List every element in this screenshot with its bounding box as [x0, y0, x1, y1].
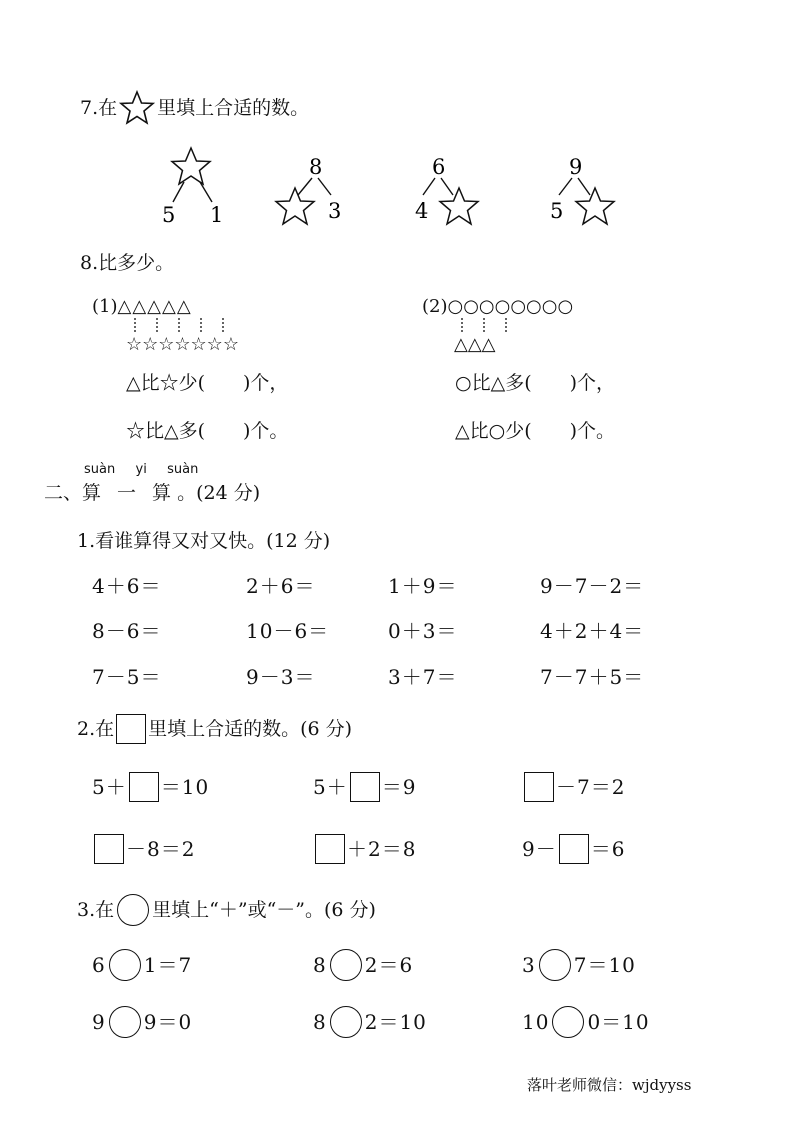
fill-box-3: －7＝2: [522, 772, 625, 802]
calc-r3c3[interactable]: 3＋7＝: [388, 665, 458, 689]
answer-box[interactable]: [350, 772, 380, 802]
sub-question-2-title: 2.在 里填上合适的数。(6 分): [77, 714, 352, 744]
tree-4-top: 9: [569, 155, 583, 179]
tree-1-right: 1: [210, 203, 224, 227]
fill-circle-3: 3 7＝10: [522, 949, 636, 981]
tree-3-top: 6: [432, 155, 446, 179]
number-trees: [150, 140, 650, 235]
part-2-circles: ○○○○○○○○: [447, 296, 574, 317]
star-icon[interactable]: [276, 188, 314, 224]
fill-box-6: 9－ ＝6: [522, 834, 625, 864]
answer-circle[interactable]: [539, 949, 571, 981]
q7-title: 7. 在 里填上合适的数。: [80, 90, 309, 126]
tree-1-left: 5: [162, 203, 176, 227]
calc-r3c4[interactable]: 7－7＋5＝: [540, 665, 645, 689]
answer-circle[interactable]: [330, 949, 362, 981]
answer-box[interactable]: [315, 834, 345, 864]
star-icon[interactable]: [172, 148, 210, 184]
star-icon[interactable]: [576, 188, 614, 224]
sub-question-3-title: 3.在 里填上“＋”或“－”。(6 分): [77, 894, 376, 926]
fill-circle-2: 8 2＝6: [313, 949, 413, 981]
fill-box-2: 5＋ ＝9: [313, 772, 416, 802]
fill-box-4: －8＝2: [92, 834, 195, 864]
part-2-label: (2): [422, 296, 448, 317]
part-2-question-1[interactable]: ○比△多( )个，: [455, 372, 616, 394]
dotted-connectors: [130, 318, 250, 334]
fill-circle-6: 10 0＝10: [522, 1006, 650, 1038]
number-tree-2: [276, 155, 341, 224]
calc-r2c1[interactable]: 8－6＝: [92, 619, 162, 643]
fill-box-5: ＋2＝8: [313, 834, 416, 864]
answer-box[interactable]: [524, 772, 554, 802]
calc-r2c2[interactable]: 10－6＝: [246, 619, 330, 643]
part-2-question-2[interactable]: △比○少( )个。: [455, 420, 616, 442]
calc-r3c1[interactable]: 7－5＝: [92, 665, 162, 689]
footer-credit: 落叶老师微信：wjdyyss: [527, 1076, 692, 1094]
tree-4-left: 5: [550, 199, 564, 223]
calc-r1c1[interactable]: 4＋6＝: [92, 574, 162, 598]
calc-r2c4[interactable]: 4＋2＋4＝: [540, 619, 645, 643]
answer-box-icon: [116, 714, 146, 744]
answer-box[interactable]: [94, 834, 124, 864]
number-tree-1: [162, 148, 223, 227]
part-1-stars: ☆☆☆☆☆☆☆: [126, 334, 239, 355]
section-2-heading: 二、算 一 算 。(24 分): [44, 482, 261, 504]
fill-circle-1: 6 1＝7: [92, 949, 192, 981]
answer-box[interactable]: [129, 772, 159, 802]
compare-part-2: [422, 296, 573, 356]
answer-box[interactable]: [559, 834, 589, 864]
part-2-triangles: △△△: [454, 334, 496, 355]
answer-circle[interactable]: [330, 1006, 362, 1038]
number-tree-3: [415, 155, 478, 224]
star-icon: [118, 90, 156, 126]
answer-circle[interactable]: [109, 1006, 141, 1038]
part-1-question-2[interactable]: ☆比△多( )个。: [126, 420, 289, 442]
section-2-pinyin: suàn yi suàn: [84, 462, 199, 477]
calc-r2c3[interactable]: 0＋3＝: [388, 619, 458, 643]
calc-r1c3[interactable]: 1＋9＝: [388, 574, 458, 598]
tree-3-left: 4: [415, 199, 429, 223]
part-1-triangles: △△△△△: [117, 296, 192, 317]
answer-circle[interactable]: [552, 1006, 584, 1038]
calc-r1c4[interactable]: 9－7－2＝: [540, 574, 645, 598]
fill-box-1: 5＋ ＝10: [92, 772, 209, 802]
star-icon[interactable]: [440, 188, 478, 224]
answer-circle-icon: [117, 894, 149, 926]
fill-circle-5: 8 2＝10: [313, 1006, 427, 1038]
tree-2-top: 8: [309, 155, 323, 179]
part-1-label: (1): [92, 296, 118, 317]
calc-r3c2[interactable]: 9－3＝: [246, 665, 316, 689]
dotted-connectors: [456, 318, 536, 334]
q8-title: 8.比多少。: [80, 252, 175, 274]
sub-question-1-title: 1.看谁算得又对又快。(12 分): [77, 530, 331, 552]
tree-2-right: 3: [328, 199, 342, 223]
part-1-question-1[interactable]: △比☆少( )个，: [126, 372, 289, 394]
compare-part-1: [92, 296, 250, 356]
calc-r1c2[interactable]: 2＋6＝: [246, 574, 316, 598]
fill-circle-4: 9 9＝0: [92, 1006, 192, 1038]
number-tree-4: [550, 155, 614, 224]
answer-circle[interactable]: [109, 949, 141, 981]
